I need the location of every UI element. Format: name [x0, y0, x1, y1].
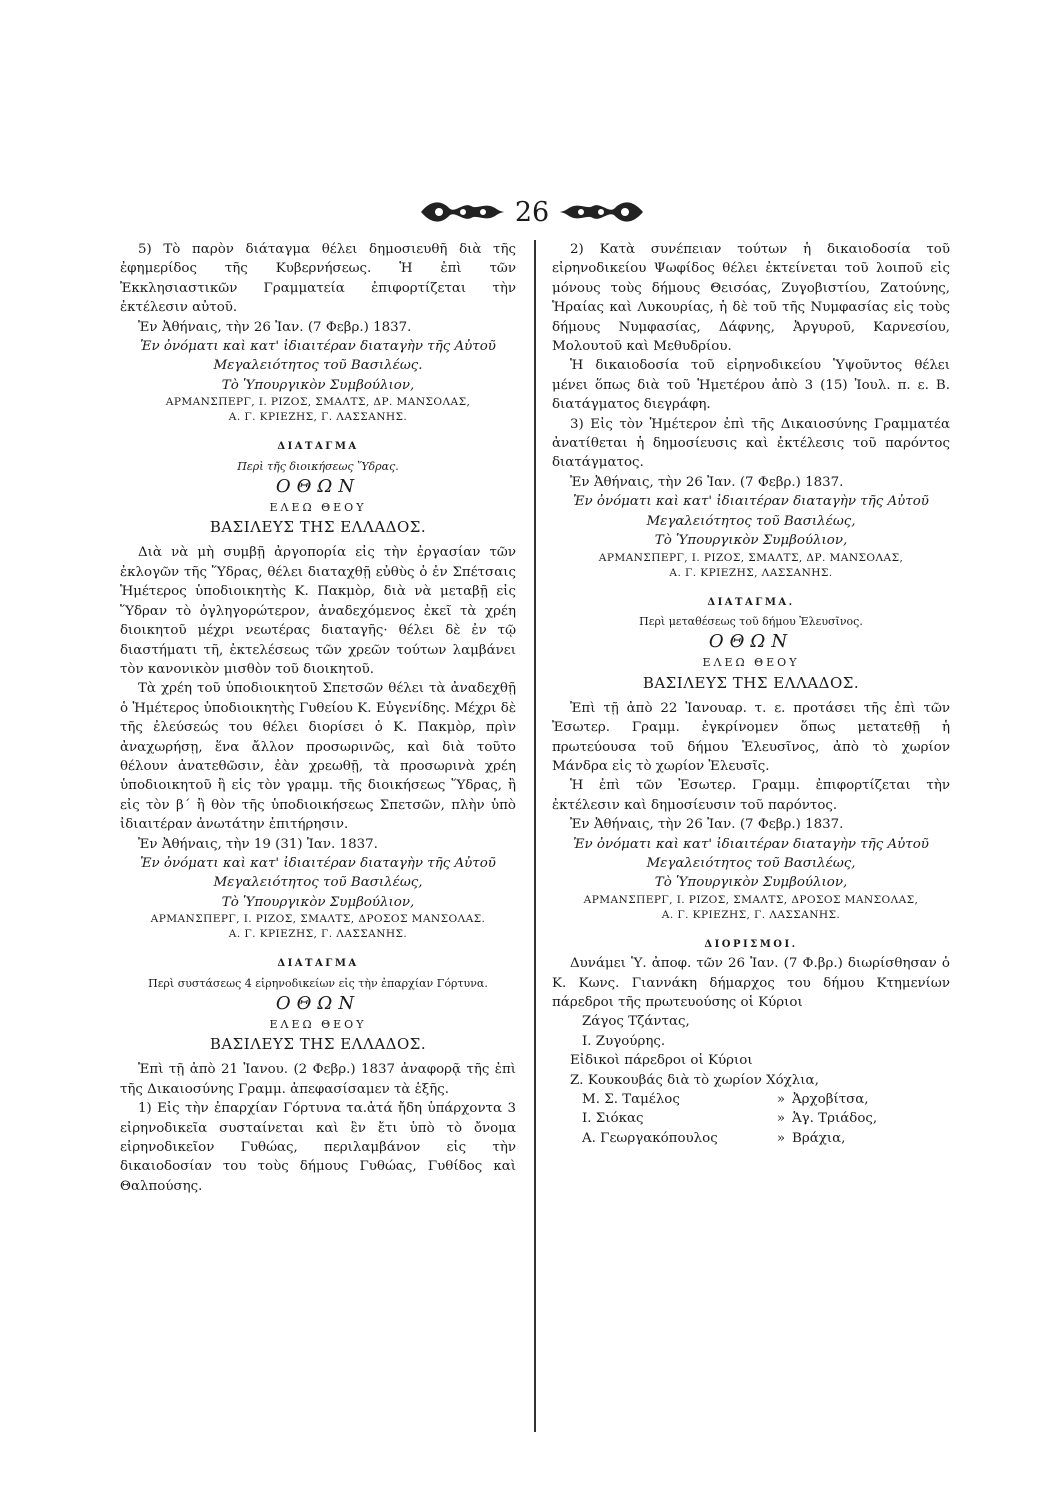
appointee-name: Α. Γεωργακόπουλος — [582, 1130, 718, 1146]
appointee-name: Ι. Σιόκας — [582, 1111, 644, 1127]
decree-subheading: Περὶ τῆς διοικήσεως Ὕδρας. — [237, 459, 399, 473]
appointee-name: Μ. Σ. Ταμέλος — [582, 1092, 680, 1108]
appointee-place: Βράχια, — [792, 1130, 846, 1146]
decree-heading: ΔΙΑΤΑΓΜΑ. — [707, 596, 795, 608]
order-line-2: Μεγαλειότητος τοῦ Βασιλέως. — [213, 358, 423, 374]
appointee-place: Ἁγ. Τριάδος, — [792, 1111, 878, 1127]
ditto-mark: » — [776, 1111, 786, 1127]
left-ornament-icon — [419, 198, 505, 226]
signatures-line-2: Α. Γ. ΚΡΙΕΖΗΣ, Γ. ΛΑΣΣΑΝΗΣ. — [228, 411, 408, 424]
signatures-line-2: Α. Γ. ΚΡΙΕΖΗΣ, ΛΑΣΣΑΝΗΣ. — [669, 566, 833, 579]
decree-paragraph: 2) Κατὰ συνέπειαν τούτων ἡ δικαιοδοσία τοῦ εἰρηνοδικείου Ψωφίδος θέλει ἐκτείνεται τοῦ λοιποῦ εἰς μόνους τοὺς δήμους Θεισόας, Ζυγοβιστίου, Ζατούνης, Ἡραίας καὶ Λυκουρίας, ἡ δὲ τοῦ τῆς Νυμφασίας εἰς τοὺς δήμους Νυμφασίας, Δάφνης, Ἀργυροῦ, Καρνεσίου, Μολουτοῦ καὶ Μεθυδρίου. — [552, 242, 950, 355]
council-line: Τὸ Ὑπουργικὸν Συμβούλιον, — [654, 875, 848, 891]
grace-line: ΕΛΕΩ ΘΕΟΥ — [269, 1018, 367, 1031]
appointee-line: Ζ. Κουκουβάς διὰ τὸ χωρίον Χόχλια, — [570, 1072, 819, 1088]
council-line: Τὸ Ὑπουργικὸν Συμβούλιον, — [221, 377, 415, 393]
decree-paragraph: 1) Εἰς τὴν ἐπαρχίαν Γόρτυνα τα.ἀτά ἤδη ὑπάρχοντα 3 εἰρηνοδικεῖα συσταίνεται καὶ ἓν ἔτι ὑπὸ τὸ ὄνομα εἰρηνοδικεῖον Γυθώας, περιλαμβάνον εἰς τὴν δικαιοδοσίαν του τοὺς δήμους Γυθώας, Γυθίδος καὶ Θαλπούσης. — [120, 1101, 516, 1194]
decree-heading: ΔΙΑΤΑΓΜΑ — [277, 441, 359, 453]
ditto-mark: » — [776, 1130, 786, 1146]
appointee-line: Ι. Ζυγούρης. — [582, 1033, 666, 1049]
council-line: Τὸ Ὑπουργικὸν Συμβούλιον, — [654, 533, 848, 549]
appointee-list — [552, 1090, 950, 1148]
signatures-line-1: ΑΡΜΑΝΣΠΕΡΓ, Ι. ΡΙΖΟΣ, ΣΜΑΛΤΣ, ΔΡΟΣΟΣ ΜΑΝΣΟΛΑΣ, — [583, 893, 919, 906]
decree-date: Ἐν Ἀθήναις, τὴν 26 Ἰαν. (7 Φεβρ.) 1837. — [570, 817, 844, 833]
order-line-1: Ἐν ὀνόματι καὶ κατ' ἰδιαιτέραν διαταγὴν τῆς Αὐτοῦ — [573, 836, 929, 852]
page-header — [0, 192, 1064, 232]
left-column — [120, 240, 516, 1440]
appointee-line: Εἰδικοὶ πάρεδροι οἱ Κύριοι — [570, 1053, 753, 1069]
signatures-line-1: ΑΡΜΑΝΣΠΕΡΓ, Ι. ΡΙΖΟΣ, ΣΜΑΛΤΣ, ΔΡ. ΜΑΝΣΟΛΑΣ, — [165, 396, 471, 409]
king-title: ΒΑΣΙΛΕΥΣ ΤΗΣ ΕΛΛΑΔΟΣ. — [209, 1035, 427, 1054]
king-title: ΒΑΣΙΛΕΥΣ ΤΗΣ ΕΛΛΑΔΟΣ. — [209, 518, 427, 537]
decree-date: Ἐν Ἀθήναις, τὴν 19 (31) Ἰαν. 1837. — [138, 836, 378, 852]
order-line-1: Ἐν ὀνόματι καὶ κατ' ἰδιαιτέραν διαταγὴν τῆς Αὐτοῦ — [573, 494, 929, 510]
decree-date: Ἐν Ἀθήναις, τὴν 26 Ἰαν. (7 Φεβρ.) 1837. — [138, 319, 412, 335]
signatures-line-2: Α. Γ. ΚΡΙΕΖΗΣ, Γ. ΛΑΣΣΑΝΗΣ. — [228, 928, 408, 941]
ditto-mark: » — [776, 1092, 786, 1108]
decree-paragraph: Διὰ νὰ μὴ συμβῇ ἀργοπορία εἰς τὴν ἐργασίαν τῶν ἐκλογῶν τῆς Ὕδρας, θέλει διαταχθῇ εὐθὺς ὁ ἐν Σπέτσαις Ἡμέτερος ὑποδιοικητὴς Κ. Πακμὸρ, διὰ νὰ μεταβῇ εἰς Ὕδραν τὸ ὀγληγορώτερον, ἀναδεχόμενος ἐκεῖ τὰ χρέη διοικητοῦ μέχρι νεωτέρας διαταγῆς· θέλει δὲ ἐν τῷ διαστήματι τῆ, ἐκτελέσεως τῶν χρεῶν τούτων λαμβάνει τὸν κανονικὸν μισθὸν τοῦ διοικητοῦ. — [120, 545, 516, 677]
column-divider — [534, 240, 536, 1432]
order-line-2: Μεγαλειότητος τοῦ Βασιλέως, — [646, 513, 856, 529]
appointee-place: Ἀρχοβίτσα, — [792, 1092, 869, 1108]
signatures-line-2: Α. Γ. ΚΡΙΕΖΗΣ, Γ. ΛΑΣΣΑΝΗΣ. — [661, 908, 841, 921]
appointee-line: Ζάγος Τζάντας, — [582, 1014, 690, 1030]
signatures-line-1: ΑΡΜΑΝΣΠΕΡΓ, Ι. ΡΙΖΟΣ, ΣΜΑΛΤΣ, ΔΡΟΣΟΣ ΜΑΝΣΟΛΑΣ. — [150, 913, 486, 926]
grace-line: ΕΛΕΩ ΘΕΟΥ — [702, 656, 800, 670]
decree-paragraph: Ἡ δικαιοδοσία τοῦ εἰρηνοδικείου Ὑψοῦντος θέλει μένει ὅπως διὰ τοῦ Ἡμετέρου ἀπὸ 3 (15) Ἰουλ. π. ε. Β. διατάγματος διεγράφη. — [552, 358, 950, 413]
appointments-heading: ΔΙΟΡΙΣΜΟΙ. — [704, 938, 798, 950]
decree-end-paragraph: 5) Τὸ παρὸν διάταγμα θέλει δημοσιευθῆ διὰ τῆς ἐφημερίδος τῆς Κυβερνήσεως. Ἡ ἐπὶ τῶν Ἐκκλησιαστικῶν Γραμματεία ἐπιφορτίζεται τὴν ἐκτέλεσιν αὐτοῦ. — [120, 242, 516, 316]
order-line-1: Ἐν ὀνόματι καὶ κατ' ἰδιαιτέραν διαταγὴν τῆς Αὐτοῦ — [140, 339, 496, 355]
signatures-line-1: ΑΡΜΑΝΣΠΕΡΓ, Ι. ΡΙΖΟΣ, ΣΜΑΛΤΣ, ΔΡ. ΜΑΝΣΟΛΑΣ, — [598, 551, 904, 564]
king-name: ΟΘΩΝ — [708, 631, 794, 653]
right-ornament-icon — [559, 198, 645, 226]
decree-date: Ἐν Ἀθήναις, τὴν 26 Ἰαν. (7 Φεβρ.) 1837. — [570, 474, 844, 490]
list-item — [582, 1090, 950, 1109]
order-line-2: Μεγαλειότητος τοῦ Βασιλέως, — [213, 875, 423, 891]
order-line-1: Ἐν ὀνόματι καὶ κατ' ἰδιαιτέραν διαταγὴν τῆς Αὐτοῦ — [140, 855, 496, 871]
decree-paragraph: Τὰ χρέη τοῦ ὑποδιοικητοῦ Σπετσῶν θέλει τὰ ἀναδεχθῇ ὁ Ἡμέτερος ὑποδιοικητὴς Γυθείου Κ. Εὐγενίδης. Μέχρι δὲ τῆς ἐλεύσεώς του θέλει διορίσει ὁ Κ. Πακμὸρ, πρὶν ἀναχωρήσῃ, ἕνα ἄλλον προσωρινῶς, καὶ διὰ τοῦτο θέλουν ἀνατεθῶσιν, ἐὰν χρεωθῇ, τὰ προσωρινὰ χρέη ὑποδιοικητοῦ ἢ εἰς τὸν γραμμ. τῆς διοικήσεως Ὕδρας, ἢ εἰς τὸν β΄ ἢ θὸν τῆς ὑποδιοικήσεως Σπετσῶν, πλὴν ὑπὸ ἰδιαιτέραν ἀνωτάτην ἐπιτήρησιν. — [120, 681, 516, 833]
king-name: ΟΘΩΝ — [275, 993, 361, 1014]
decree-heading: ΔΙΑΤΑΓΜΑ — [277, 958, 359, 970]
decree-paragraph: Ἐπὶ τῇ ἀπὸ 22 Ἰανουαρ. τ. ε. προτάσει τῆς ἐπὶ τῶν Ἐσωτερ. Γραμμ. ἐγκρίνομεν ὅπως μετατεθῇ ἡ πρωτεύουσα τοῦ δήμου Ἐλευσῖνος, ἀπὸ τὸ χωρίον Μάνδρα εἰς τὸ χωρίον Ἐλευσῖς. — [552, 700, 950, 774]
grace-line: ΕΛΕΩ ΘΕΟΥ — [269, 501, 367, 515]
decree-paragraph: Ἐπὶ τῇ ἀπὸ 21 Ἰανου. (2 Φεβρ.) 1837 ἀναφορᾷ τῆς ἐπὶ τῆς Δικαιοσύνης Γραμμ. ἀπεφασίσαμεν τὰ ἑξῆς. — [120, 1062, 516, 1097]
list-item — [582, 1129, 950, 1148]
list-item — [582, 1109, 950, 1128]
council-line: Τὸ Ὑπουργικὸν Συμβούλιον, — [221, 894, 415, 910]
king-name: ΟΘΩΝ — [275, 476, 361, 498]
king-title: ΒΑΣΙΛΕΥΣ ΤΗΣ ΕΛΛΑΔΟΣ. — [642, 673, 860, 692]
decree-paragraph: Ἡ ἐπὶ τῶν Ἐσωτερ. Γραμμ. ἐπιφορτίζεται τὴν ἐκτέλεσιν καὶ δημοσίευσιν τοῦ παρόντος. — [552, 778, 950, 813]
decree-paragraph: 3) Εἰς τὸν Ἡμέτερον ἐπὶ τῆς Δικαιοσύνης Γραμματέα ἀνατίθεται ἡ δημοσίευσις καὶ ἐκτέλεσις τοῦ παρόντος διατάγματος. — [552, 416, 950, 471]
order-line-2: Μεγαλειότητος τοῦ Βασιλέως, — [646, 855, 856, 871]
decree-subheading: Περὶ συστάσεως 4 εἰρηνοδικείων εἰς τὴν ἐπαρχίαν Γόρτυνα. — [148, 976, 488, 990]
decree-subheading: Περὶ μεταθέσεως τοῦ δήμου Ἐλευσῖνος. — [639, 614, 863, 628]
page-number: 26 — [514, 196, 550, 228]
right-column — [552, 240, 950, 1440]
appointments-paragraph: Δυνάμει Ὑ. ἀποφ. τῶν 26 Ἰαν. (7 Φ.βρ.) διωρίσθησαν ὁ Κ. Κωνς. Γιαννάκη δήμαρχος του δήμου Κτημενίων πάρεδροι τῆς πρωτευούσης οἱ Κύριοι — [552, 956, 950, 1010]
